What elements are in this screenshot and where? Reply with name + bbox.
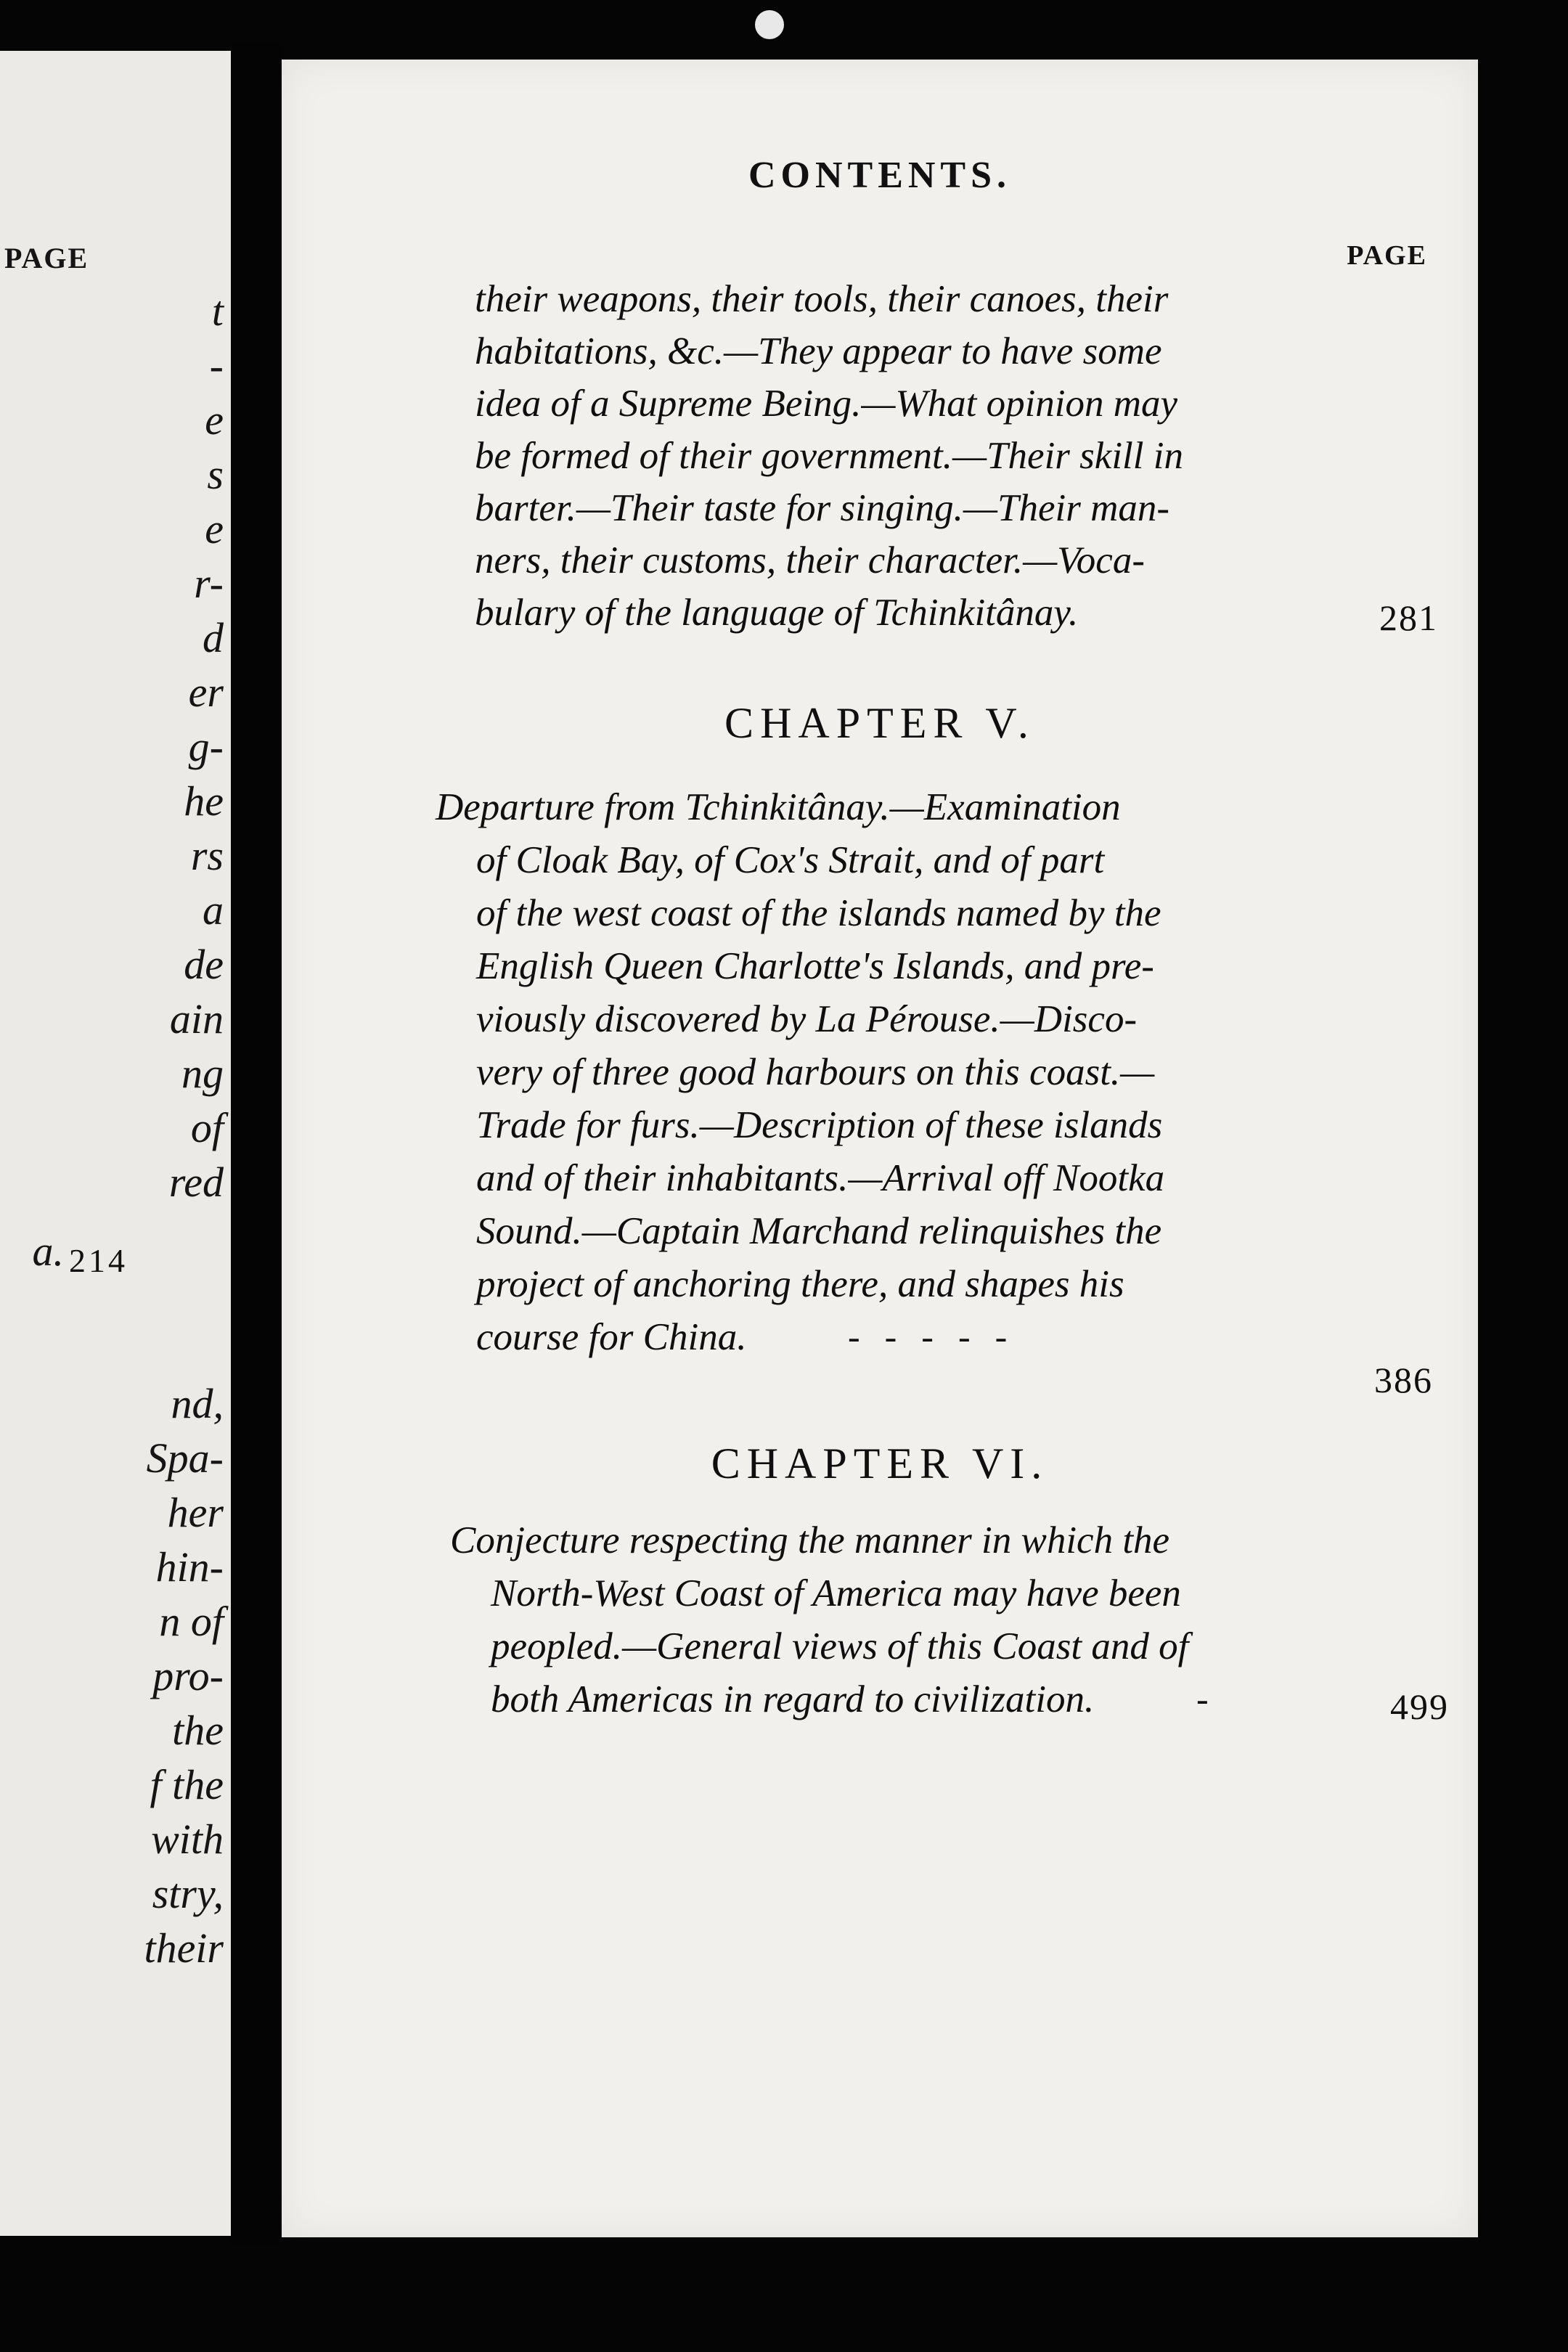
left-fragment: n of xyxy=(159,1598,224,1645)
left-fragment: hin- xyxy=(155,1543,224,1591)
toc-line: of Cloak Bay, of Cox's Strait, and of part xyxy=(476,839,1105,881)
toc-page-number: 281 xyxy=(1379,597,1438,638)
left-fragment: a. xyxy=(32,1228,64,1275)
left-page-label: PAGE xyxy=(4,242,89,274)
left-fragment: s xyxy=(207,451,224,498)
left-fragment: nd, xyxy=(171,1380,224,1427)
toc-line: English Queen Charlotte's Islands, and pre- xyxy=(476,945,1154,987)
left-fragment: with xyxy=(151,1816,224,1863)
toc-line: both Americas in regard to civilization. xyxy=(491,1678,1095,1720)
left-fragment: d xyxy=(203,614,224,661)
toc-line: Trade for furs.—Description of these islands xyxy=(476,1104,1163,1146)
toc-line: North-West Coast of America may have been xyxy=(491,1572,1181,1614)
toc-line: Sound.—Captain Marchand relinquishes the xyxy=(476,1210,1162,1252)
left-fragment: her xyxy=(167,1489,224,1536)
left-fragment: red xyxy=(168,1159,224,1206)
toc-line: project of anchoring there, and shapes his xyxy=(476,1263,1124,1305)
toc-line: viously discovered by La Pérouse.—Disco- xyxy=(476,998,1138,1040)
left-fragment: Spa- xyxy=(146,1434,224,1482)
left-fragment: a xyxy=(203,886,224,934)
left-fragment: ng xyxy=(181,1050,224,1097)
left-page-fragment xyxy=(0,51,231,2236)
left-fragment: ain xyxy=(169,995,224,1042)
left-page-number: 214 xyxy=(69,1242,128,1279)
toc-line: Conjecture respecting the manner in which the xyxy=(450,1519,1170,1561)
toc-line: Departure from Tchinkitânay.—Examination xyxy=(436,786,1121,828)
chapter-heading: CHAPTER V. xyxy=(724,699,1035,747)
toc-line: bulary of the language of Tchinkitânay. xyxy=(475,592,1079,634)
left-fragment: their xyxy=(144,1924,224,1972)
page-column-label: PAGE xyxy=(1347,240,1427,271)
toc-line: of the west coast of the islands named by the xyxy=(476,892,1161,934)
left-fragment: r- xyxy=(194,560,224,607)
toc-line: barter.—Their taste for singing.—Their man- xyxy=(475,487,1170,529)
left-fragment: e xyxy=(205,396,224,444)
toc-line: ners, their customs, their character.—Voca- xyxy=(475,539,1145,581)
toc-line: idea of a Supreme Being.—What opinion may xyxy=(475,383,1178,425)
left-fragment: g- xyxy=(188,723,224,770)
dot-leaders: - xyxy=(1196,1678,1233,1719)
left-fragment: the xyxy=(172,1707,224,1754)
left-fragment: de xyxy=(184,941,224,988)
toc-line: very of three good harbours on this coast.— xyxy=(476,1051,1155,1093)
contents-page xyxy=(282,60,1478,2237)
left-fragment: rs xyxy=(190,832,224,879)
left-fragment: - xyxy=(209,342,224,389)
binding-hole xyxy=(755,10,784,39)
toc-line: be formed of their government.—Their skill in xyxy=(475,435,1183,477)
toc-line: their weapons, their tools, their canoes, their xyxy=(475,278,1169,320)
left-fragment: pro- xyxy=(152,1652,224,1699)
toc-line: course for China. xyxy=(476,1316,747,1358)
left-fragment: f the xyxy=(150,1761,224,1808)
running-head: CONTENTS. xyxy=(748,155,1012,196)
dot-leaders: ----- xyxy=(848,1316,1032,1357)
left-fragment: of xyxy=(190,1104,224,1151)
left-fragment: he xyxy=(184,777,224,825)
toc-line: and of their inhabitants.—Arrival off Nootka xyxy=(476,1157,1165,1199)
toc-page-number: 499 xyxy=(1390,1686,1449,1727)
book-gutter xyxy=(231,44,282,2243)
toc-page-number: 386 xyxy=(1374,1360,1433,1400)
toc-line: habitations, &c.—They appear to have some xyxy=(475,330,1162,372)
left-fragment: stry, xyxy=(152,1870,224,1917)
left-fragment: e xyxy=(205,505,224,552)
chapter-heading: CHAPTER VI. xyxy=(711,1440,1049,1487)
left-fragment: er xyxy=(188,669,224,716)
left-fragment: t xyxy=(211,287,224,335)
toc-line: peopled.—General views of this Coast and of xyxy=(491,1625,1189,1667)
